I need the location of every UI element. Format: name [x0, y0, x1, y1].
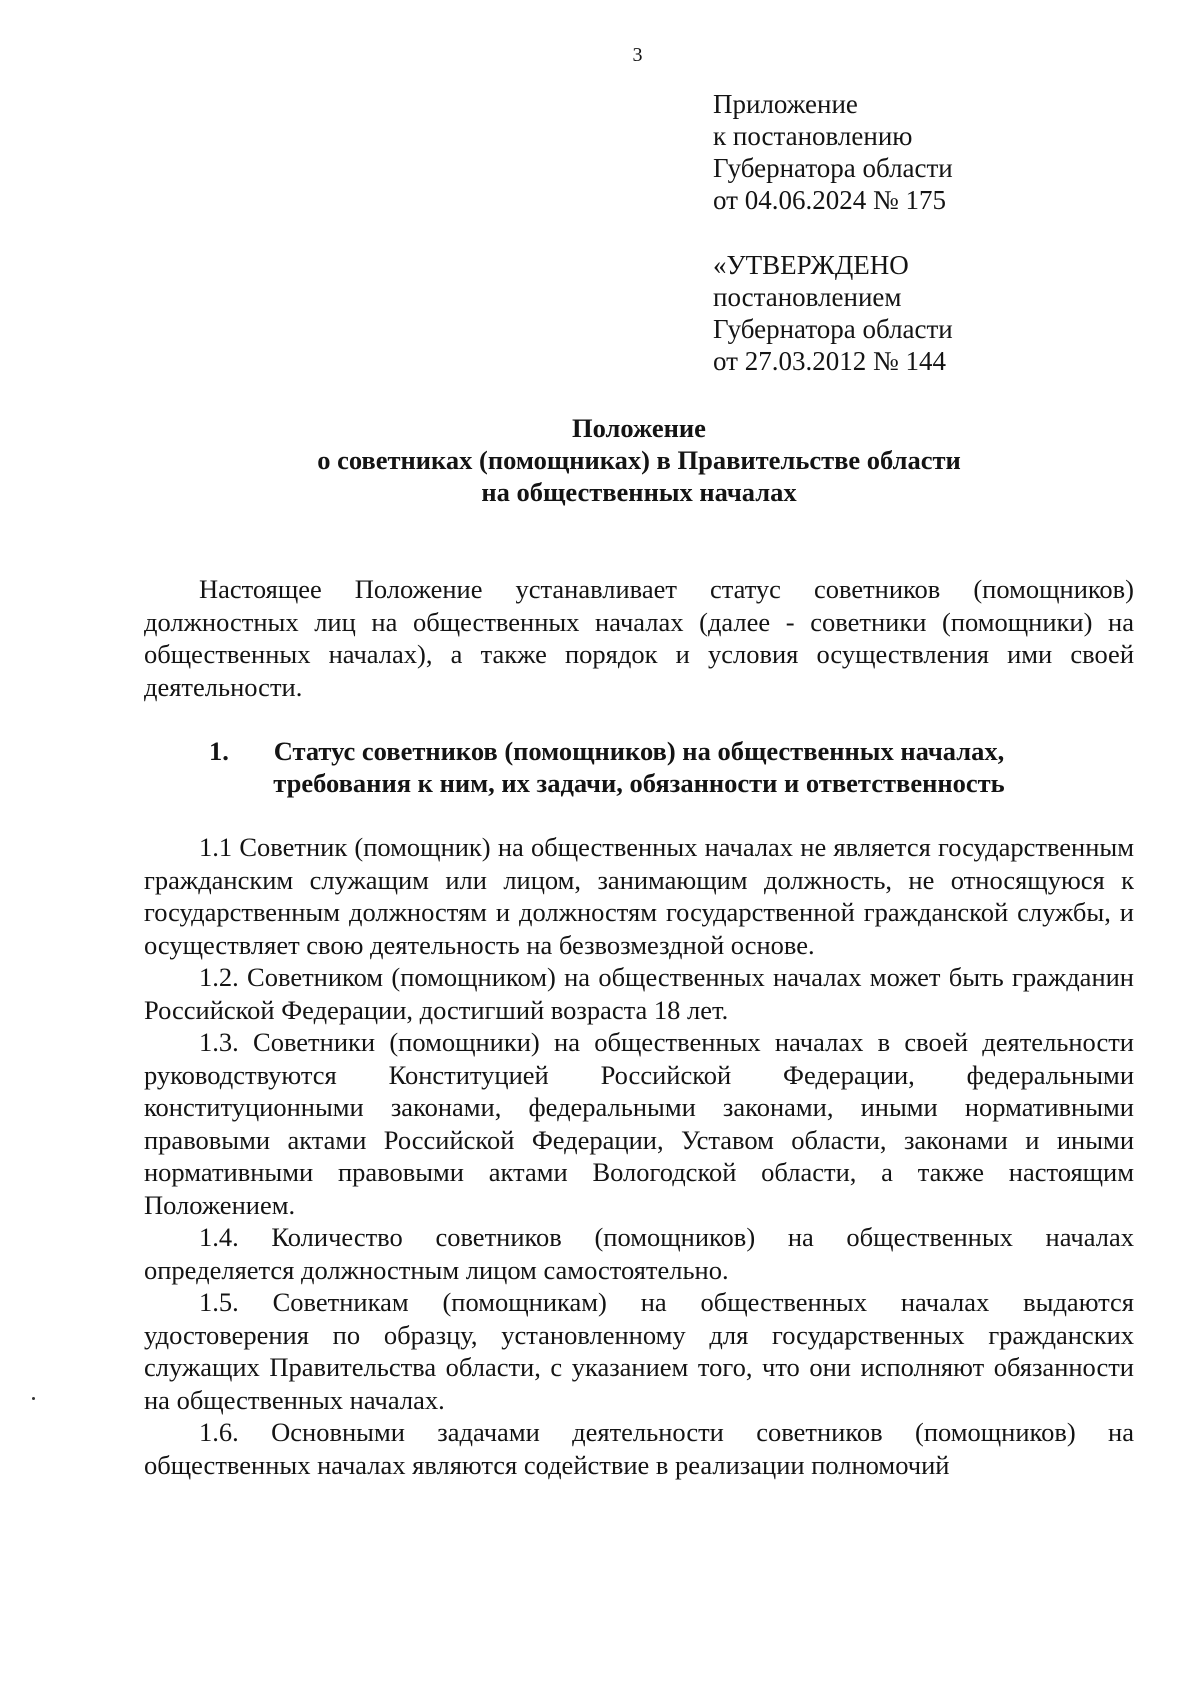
title-line: о советниках (помощниках) в Правительстве области [317, 445, 961, 475]
intro-paragraph-block [144, 573, 1134, 703]
document-title [144, 412, 1134, 508]
annex-line: к постановлению [713, 121, 913, 151]
approved-block [713, 249, 953, 377]
approved-line: Губернатора области [713, 314, 953, 344]
clause-paragraph: 1.3. Советники (помощники) на общественных началах в своей деятельности руководствуются Конституцией Российской Федерации, федеральными конституционными законами, федеральными законами, иными нормативными правовыми актами Российской Федерации, Уставом области, законами и иными нормативными правовыми актами Вологодской области, а также настоящим Положением. [144, 1027, 1134, 1220]
section-number: 1. [209, 736, 229, 766]
clause-paragraph: 1.2. Советником (помощником) на общественных началах может быть гражданин Российской Федерации, достигший возраста 18 лет. [144, 962, 1134, 1025]
section-heading-line: требования к ним, их задачи, обязанности и ответственность [273, 768, 1005, 798]
clause-paragraph: 1.5. Советникам (помощникам) на общественных началах выдаются удостоверения по образцу, установленному для государственных гражданских служащих Правительства области, с указанием того, что они исполняют обязанности на общественных началах. [144, 1287, 1134, 1415]
title-line: на общественных началах [481, 477, 797, 507]
clauses-block [144, 831, 1134, 1481]
clause-paragraph: 1.1 Советник (помощник) на общественных началах не является государственным гражданским служащим или лицом, занимающим должность, не относящуюся к государственным должностям и должностям государственной гражданской службы, и осуществляет свою деятельность на безвозмездной основе. [144, 832, 1134, 960]
clause-paragraph: 1.6. Основными задачами деятельности советников (помощников) на общественных началах являются содействие в реализации полномочий [144, 1417, 1134, 1480]
annex-line: Губернатора области [713, 153, 953, 183]
title-line: Положение [572, 413, 706, 443]
annex-line: от 04.06.2024 № 175 [713, 185, 946, 215]
annex-block [713, 88, 953, 216]
scan-speck [32, 1397, 35, 1400]
approved-line: постановлением [713, 282, 902, 312]
intro-paragraph: Настоящее Положение устанавливает статус советников (помощников) должностных лиц на общественных началах (далее - советники (помощники) на общественных началах), а также порядок и условия осуществления ими своей деятельности. [144, 574, 1134, 702]
approved-line: «УТВЕРЖДЕНО [713, 250, 909, 280]
annex-line: Приложение [713, 89, 858, 119]
section-heading [144, 735, 1134, 799]
page-number: 3 [632, 44, 643, 66]
section-heading-line: Статус советников (помощников) на общественных началах, [273, 736, 1005, 766]
clause-paragraph: 1.4. Количество советников (помощников) на общественных началах определяется должностным лицом самостоятельно. [144, 1222, 1134, 1285]
approved-line: от 27.03.2012 № 144 [713, 346, 946, 376]
